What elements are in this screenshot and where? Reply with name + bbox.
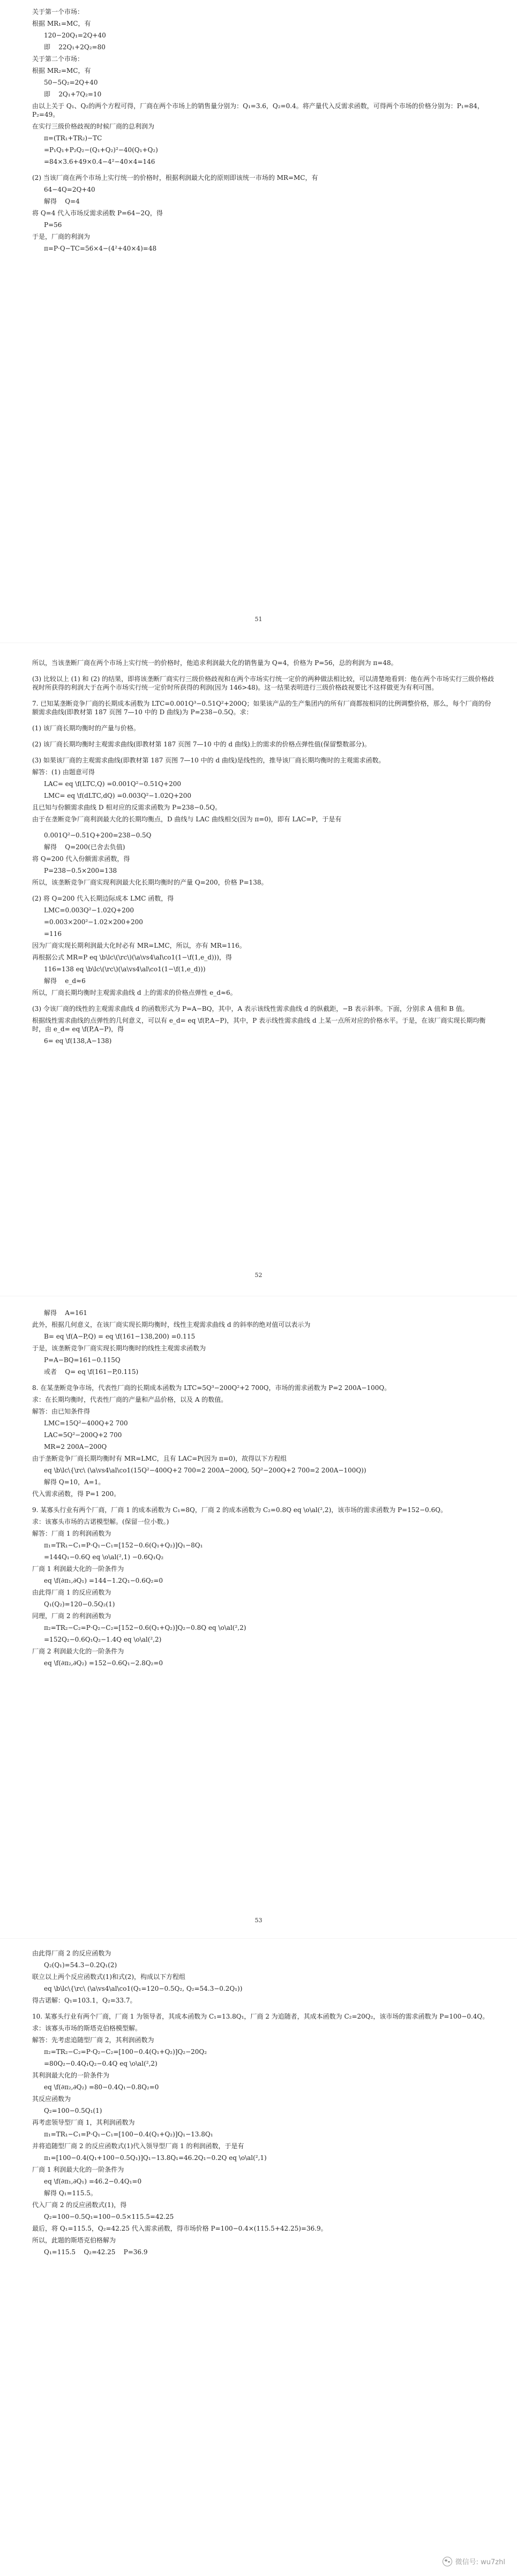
text-line: 解答：厂商 1 的利润函数为 [32,1530,111,1537]
text-line: 再考虑领导型厂商 1，其利润函数为 [32,2119,135,2126]
text-line: eq \f(∂π₁,∂Q₁) =144−1.2Q₁−0.6Q₂=0 [44,1577,163,1584]
text-line: =P₁Q₁+P₂Q₂−(Q₁+Q₂)²−40(Q₁+Q₂) [44,146,158,154]
text-line: 根据 MR₁=MC，有 [32,20,91,27]
text-line: MR=2 200A−200Q [44,1443,107,1451]
text-line: 求：在长期均衡时，代表性厂商的产量和产品价格，以及 A 的数值。 [32,1396,228,1403]
text-line: 关于第一个市场： [32,8,84,16]
text-line: 关于第二个市场： [32,55,84,63]
text-line: 即 2Q₁+7Q₂=10 [44,90,102,98]
document-page-1 [0,0,517,632]
page-3-body [32,1309,496,1671]
text-line: 由以上关于 Q₁、Q₂的两个方程可得，厂商在两个市场上的销售量分别为：Q₁=3.6，Q₂=0.4。将产量代入反需求函数，可得两个市场的价格分别为：P₁=84，P₂=49。 [32,102,484,118]
text-line: 由此得厂商 2 的反应函数为 [32,1950,111,1957]
text-line: P=A−BQ=161−0.115Q [44,1356,121,1364]
text-line: 10. 某寡头行业有两个厂商，厂商 1 为领导者，其成本函数为 C₁=13.8Q₁，厂商 2 为追随者，其成本函数为 C₂=20Q₂，该市场的需求函数为 P=100−0.4Q。 [32,2013,489,2020]
text-line: 即 22Q₁+2Q₂=80 [44,43,106,51]
text-line: 再根据公式 MR=P eq \b\lc\(\rc\)(\a\vs4\al\co1(1−\f(1,e_d)))，得 [32,954,232,961]
text-line: 6= eq \f(138,A−138) [44,1037,112,1045]
text-line: (2) 当该厂商在两个市场上实行统一的价格时，根据利润最大化的原则即该统一市场的 MR=MC，有 [32,174,318,182]
text-line: 解得 A=161 [44,1309,87,1317]
page-number: 51 [254,616,263,623]
text-line: =80Q₂−0.4Q₁Q₂−0.4Q eq \o\al(²,2) [44,2060,158,2067]
text-line: 64−4Q=2Q+40 [44,186,95,193]
text-line: 116=138 eq \b\lc\(\rc\)(\a\vs4\al\co1(1−\f(1,e_d))) [44,965,206,973]
text-line: 其反应函数为 [32,2095,71,2103]
text-line: 所以，当该垄断厂商在两个市场上实行统一的价格时，他追求利润最大化的销售量为 Q=4，价格为 P=56，总的利润为 π=48。 [32,659,398,667]
text-line: 将 Q=200 代入份额需求函数，得 [32,855,130,863]
text-line: 解得 Q=4 [44,198,80,205]
text-line: =0.003×200²−1.02×200+200 [44,918,143,926]
text-line: 根据线性需求曲线的点弹性的几何意义，可以有 e_d= eq \f(P,A−P)，其中，P 表示线性需求曲线 d 上某一点所对应的价格水平。于是，在该厂商实现长期均衡时，由 e_d= eq \f(P,A−P)，得 [32,1017,486,1033]
text-line: (2) 该厂商长期均衡时主观需求曲线(即教材第 187 页图 7—10 中的 d 曲线)上的需求的价格点弹性值(保留整数部分)。 [32,741,371,748]
text-line: π₂=TR₂−C₂=P·Q₂−C₂=[100−0.4(Q₁+Q₂)]Q₂−20Q₂ [44,2048,207,2056]
text-line: 并将追随型厂商 2 的反应函数式(1)代入领导型厂商 1 的利润函数，于是有 [32,2142,244,2150]
text-line: 7. 已知某垄断竞争厂商的长期成本函数为 LTC=0.001Q³−0.51Q²+200Q；如果该产品的生产集团内的所有厂商都按相同的比例调整价格，那么，每个厂商的份额需求曲线(即教材第 187 页图 7—10 中的 D 曲线)为 P=238−0.5Q。求： [32,700,491,716]
text-line: 解答：(1) 由题意可得 [32,768,95,776]
text-line: =144Q₁−0.6Q eq \o\al(²,1) −0.6Q₁Q₂ [44,1553,164,1561]
text-line: 代入厂商 2 的反应函数式(1)，得 [32,2201,127,2209]
text-line: 或者 Q= eq \f(161−P,0.115) [44,1368,139,1376]
text-line: 9. 某寡头行业有两个厂商，厂商 1 的成本函数为 C₁=8Q，厂商 2 的成本函数为 C₂=0.8Q eq \o\al(²,2)，该市场的需求函数为 P=152−0.6Q。 [32,1506,447,1514]
text-line: 解答：由已知条件得 [32,1408,91,1415]
text-line: 8. 在某垄断竞争市场，代表性厂商的长期成本函数为 LTC=5Q³−200Q²+2 700Q，市场的需求函数为 P=2 200A−100Q。 [32,1384,391,1392]
text-line: (3) 令该厂商的线性的主观需求曲线 d 的函数形式为 P=A−BQ，其中，A 表示该线性需求曲线 d 的纵截距，−B 表示斜率。下面，分别求 A 值和 B 值。 [32,1005,469,1013]
text-line: LAC= eq \f(LTC,Q) =0.001Q²−0.51Q+200 [44,780,181,788]
text-line: (1) 该厂商长期均衡时的产量与价格。 [32,724,140,732]
text-line: π=(TR₁+TR₂)−TC [44,134,102,142]
text-line: 解得 Q=200(已舍去负值) [44,843,125,851]
text-line: 解得 Q=10，A=1。 [44,1478,105,1486]
text-line: LAC=5Q²−200Q+2 700 [44,1431,122,1439]
text-line: Q₁=115.5 Q₂=42.25 P=36.9 [44,2248,148,2256]
text-line: 根据 MR₂=MC，有 [32,67,91,74]
text-line: Q₂=100−0.5Q₁(1) [44,2107,102,2114]
text-line: 求：该寡头市场的古诺模型解。(保留一位小数。) [32,1518,169,1525]
wechat-icon [443,2557,452,2566]
text-line: (2) 将 Q=200 代入长期边际成本 LMC 函数，得 [32,895,174,902]
text-line: 由于垄断竞争厂商长期均衡时有 MR=LMC，且有 LAC=P(因为 π=0)，故得以下方程组 [32,1455,287,1462]
text-line: 同理，厂商 2 的利润函数为 [32,1612,111,1620]
text-line: B= eq \f(A−P,Q) = eq \f(161−138,200) =0.115 [44,1333,196,1340]
text-line: π₁=[100−0.4(Q₁+100−0.5Q₁)]Q₁−13.8Q₁=46.2Q₁−0.2Q eq \o\al(²,1) [44,2154,267,2162]
text-line: Q₂=100−0.5Q₁=100−0.5×115.5=42.25 [44,2213,174,2220]
text-line: LMC=15Q²−400Q+2 700 [44,1419,128,1427]
text-line: 0.001Q²−0.51Q+200=238−0.5Q [44,832,152,839]
text-line: 因为厂商实现长期利润最大化时必有 MR=LMC，所以，亦有 MR=116。 [32,942,246,949]
text-line: Q₁(Q₂)=120−0.5Q₂(1) [44,1600,115,1608]
text-line: 在实行三级价格歧视的时候厂商的总利润为 [32,123,155,130]
text-line: 由于在垄断竞争厂商利润最大化的长期均衡点，D 曲线与 LAC 曲线相交(因为 π=0)，即有 LAC=P，于是有 [32,815,342,823]
text-line: 此外，根据几何意义，在该厂商实现长期均衡时，线性主观需求曲线 d 的斜率的绝对值可以表示为 [32,1321,311,1328]
page-1-body [32,7,496,256]
text-line: 厂商 1 利润最大化的一阶条件为 [32,2166,124,2173]
page-4-body [32,1949,496,2260]
document-page-4 [0,1944,517,2576]
text-line: eq \f(∂π₂,∂Q₂) =80−0.4Q₁−0.8Q₂=0 [44,2083,159,2091]
document-page-3 [0,1301,517,1933]
text-line: 所以，厂商长期均衡时主观需求曲线 d 上的需求的价格点弹性 e_d≈6。 [32,989,237,996]
text-line: π₁=TR₁−C₁=P·Q₁−C₁=[100−0.4(Q₁+Q₂)]Q₁−13.8Q₁ [44,2131,213,2138]
text-line: π₂=TR₂−C₂=P·Q₂−C₂=[152−0.6(Q₁+Q₂)]Q₂−0.8Q eq \o\al(²,2) [44,1624,246,1631]
text-line: 得古诺解：Q₁=103.1，Q₂=33.7。 [32,1997,137,2004]
text-line: 于是，该垄断竞争厂商实现长期均衡时的线性主观需求函数为 [32,1344,206,1352]
page-number: 53 [254,1917,263,1924]
text-line: =152Q₂−0.6Q₁Q₂−1.4Q eq \o\al(²,2) [44,1636,162,1643]
text-line: π₁=TR₁−C₁=P·Q₁−C₁=[152−0.6(Q₁+Q₂)]Q₁−8Q₁ [44,1542,203,1549]
text-line: LMC= eq \f(dLTC,dQ) =0.003Q²−1.02Q+200 [44,792,191,799]
text-line: P=238−0.5×200=138 [44,867,117,874]
text-line: 50−5Q₂=2Q+40 [44,79,98,86]
text-line: 解得 Q₁=115.5。 [44,2189,97,2197]
text-line: π=P·Q−TC=56×4−(4²+40×4)=48 [44,245,157,252]
text-line: 厂商 1 利润最大化的一阶条件为 [32,1565,124,1573]
text-line: =84×3.6+49×0.4−4²−40×4=146 [44,158,155,165]
text-line: 由此得厂商 1 的反应函数为 [32,1589,111,1596]
text-line: 厂商 2 利润最大化的一阶条件为 [32,1648,124,1655]
text-line: eq \f(∂π₁,∂Q₁) =46.2−0.4Q₁=0 [44,2178,142,2185]
text-line: 其利润最大化的一阶条件为 [32,2072,110,2079]
text-line: eq \f(∂π₂,∂Q₂) =152−0.6Q₁−2.8Q₂=0 [44,1659,163,1667]
text-line: 最后，将 Q₁=115.5，Q₂=42.25 代入需求函数，得市场价格 P=100−0.4×(115.5+42.25)=36.9。 [32,2225,327,2232]
text-line: P=56 [44,221,62,229]
text-line: (3) 比较以上 (1) 和 (2) 的结果，即将该垄断厂商实行三级价格歧视和在两个市场实行统一定价的两种做法相比较，可以清楚地看到：他在两个市场实行三级价格歧视时所获得的利润大于在两个市场实行统一定价时所获得的利润(因为 146>48)。这一结果表明进行三级价格歧视要比不这样做更为有利可图。 [32,675,494,691]
text-line: 且已知与份额需求曲线 D 相对应的反需求函数为 P=238−0.5Q。 [32,804,222,811]
text-line: eq \b\lc\{\rc\ (\a\vs4\al\co1(15Q²−400Q+2 700=2 200A−200Q, 5Q²−200Q+2 700=2 200A−100Q)) [44,1467,366,1474]
text-line: Q₂(Q₁)=54.3−0.2Q₁(2) [44,1961,117,1969]
text-line: 联立以上两个反应函数式(1)和式(2)，构成以下方程组 [32,1973,185,1981]
page-number: 52 [254,1272,263,1279]
text-line: 解答：先考虑追随型厂商 2，其利润函数为 [32,2036,154,2044]
text-line: 代入需求函数，得 P=1 200。 [32,1490,121,1498]
page-divider [0,1938,517,1939]
document-page-2 [0,648,517,1290]
watermark [443,2556,505,2566]
text-line: 所以，此题的斯塔克伯格解为 [32,2237,116,2244]
watermark-text: 微信号: wu7zhl [455,2558,505,2566]
text-line: 解得 e_d≈6 [44,977,86,985]
text-line: 于是，厂商的利润为 [32,233,91,240]
page-2-body [32,659,496,1048]
text-line: (3) 如果该厂商的主观需求曲线(即教材第 187 页图 7—10 中的 d 曲线)是线性的，推导该厂商长期均衡时的主观需求函数。 [32,757,385,764]
text-line: eq \b\lc\{\rc\ (\a\vs4\al\co1(Q₁=120−0.5Q₂, Q₂=54.3−0.2Q₁)) [44,1985,243,1992]
text-line: =116 [44,930,62,938]
text-line: 所以，该垄断竞争厂商实现利润最大化长期均衡时的产量 Q=200，价格 P=138。 [32,879,268,886]
text-line: LMC=0.003Q²−1.02Q+200 [44,906,134,914]
text-line: 将 Q=4 代入市场反需求函数 P=64−2Q，得 [32,209,163,217]
text-line: 求：该寡头市场的斯塔克伯格模型解。 [32,2024,142,2032]
text-line: 120−20Q₁=2Q+40 [44,32,106,39]
